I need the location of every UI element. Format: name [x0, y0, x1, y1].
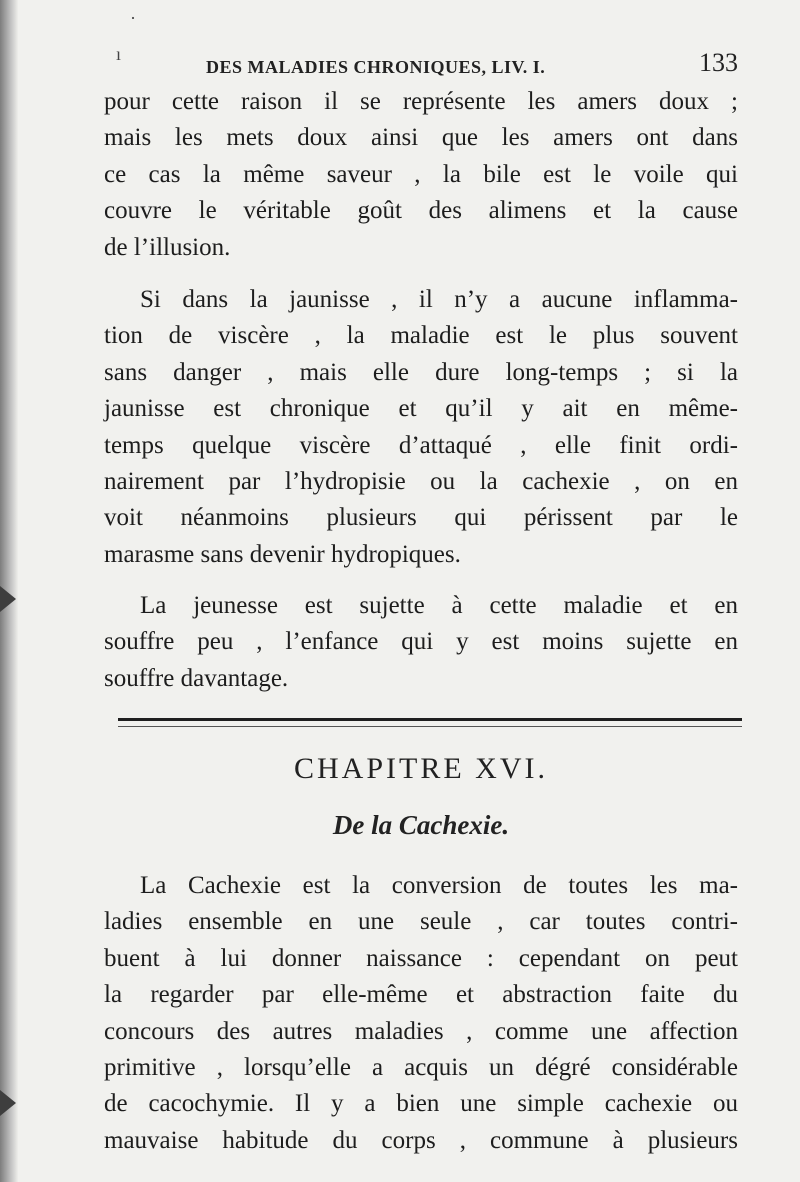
running-head: DES MALADIES CHRONIQUES, LIV. I.: [206, 57, 546, 77]
section-rule-thick: [118, 718, 742, 721]
page-header: [206, 44, 738, 78]
text-line: marasme sans devenir hydropiques.: [104, 540, 461, 568]
text-line: concours des autres maladies , comme une affection: [104, 1017, 738, 1045]
text-line: La Cachexie est la conversion de toutes les ma-: [140, 872, 738, 899]
chapter-subtitle: De la Cachexie.: [332, 810, 510, 840]
paragraph-1: [104, 84, 738, 266]
text-line: pour cette raison il se représente les amers doux ;: [104, 88, 738, 115]
text-line: La jeunesse est sujette à cette maladie et en: [140, 592, 738, 619]
text-line: tion de viscère , la maladie est le plus souvent: [104, 322, 738, 350]
text-line: voit néanmoins plusieurs qui périssent par le: [104, 504, 738, 532]
paragraph-3: [104, 588, 738, 697]
text-line: souffre davantage.: [104, 664, 289, 692]
paragraph-4: [104, 868, 738, 1159]
text-line: Si dans la jaunisse , il n’y a aucune inflamma-: [140, 286, 738, 313]
text-line: primitive , lorsqu’elle a acquis un dégré considérable: [104, 1054, 738, 1082]
section-rule-thin: [118, 726, 742, 727]
page-number: 133: [699, 48, 738, 77]
text-line: la regarder par elle-même et abstraction faite du: [104, 981, 738, 1009]
text-line: mais les mets doux ainsi que les amers ont dans: [104, 124, 738, 152]
text-line: couvre le véritable goût des alimens et la cause: [104, 197, 738, 225]
text-line: ladies ensemble en une seule , car toutes contri-: [104, 908, 738, 936]
text-line: nairement par l’hydropisie ou la cachexie , on en: [104, 468, 738, 496]
text-line: buent à lui donner naissance : cependant on peut: [104, 944, 738, 972]
text-line: souffre peu , l’enfance qui y est moins sujette en: [104, 628, 738, 656]
text-line: mauvaise habitude du corps , commune à plusieurs: [104, 1126, 738, 1154]
stray-mark: ·: [130, 8, 136, 28]
text-line: de l’illusion.: [104, 233, 231, 261]
text-line: ce cas la même saveur , la bile est le voile qui: [104, 160, 738, 188]
chapter-title: CHAPITRE XVI.: [294, 752, 548, 785]
text-line: de cacochymie. Il y a bien une simple cachexie ou: [104, 1090, 738, 1118]
paragraph-2: [104, 282, 738, 573]
text-line: jaunisse est chronique et qu’il y ait en même-: [104, 395, 738, 423]
text-line: temps quelque viscère d’attaqué , elle finit ordi-: [104, 431, 738, 459]
text-line: sans danger , mais elle dure long-temps ; si la: [104, 358, 738, 386]
stray-mark: ı: [116, 44, 122, 64]
